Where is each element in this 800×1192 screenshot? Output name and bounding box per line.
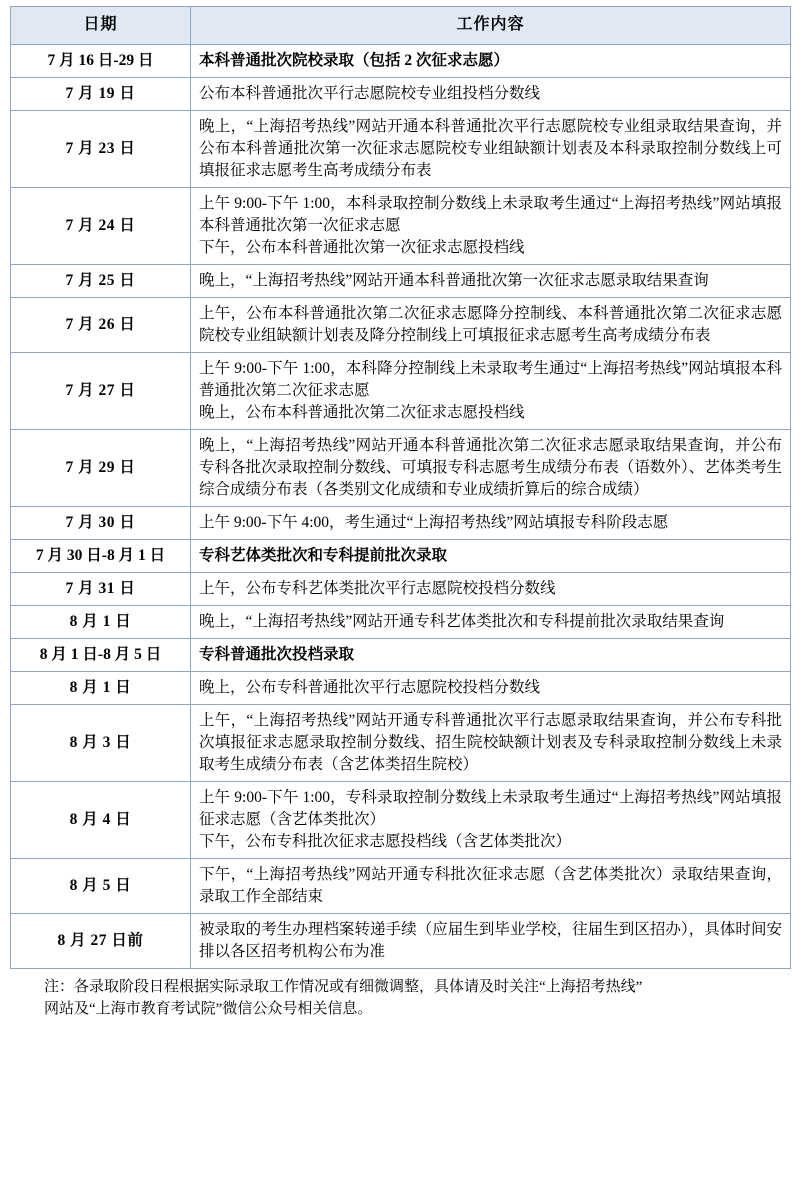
- table-row: [11, 671, 791, 704]
- row-content-line: 上午，公布专科艺体类批次平行志愿院校投档分数线: [199, 579, 556, 597]
- row-content: [191, 638, 791, 671]
- row-content-line: 上午 9:00-下午 1:00，专科录取控制分数线上未录取考生通过“上海招考热线”网站填报征求志愿（含艺体类批次）: [199, 788, 782, 828]
- row-content-line: 晚上，“上海招考热线”网站开通本科普通批次第二次征求志愿录取结果查询，并公布专科各批次录取控制分数线、可填报专科志愿考生成绩分布表（语数外）、艺体类考生综合成绩分布表（各类别文化成绩和专业成绩折算后的综合成绩）: [199, 436, 782, 498]
- table-row: [11, 77, 791, 110]
- row-content-line: 晚上，公布专科普通批次平行志愿院校投档分数线: [199, 678, 541, 696]
- row-date: 7 月 29 日: [11, 429, 191, 506]
- row-date: 8 月 5 日: [11, 858, 191, 913]
- row-content-line: 晚上，公布本科普通批次第二次征求志愿投档线: [199, 403, 525, 421]
- row-date: 8 月 3 日: [11, 704, 191, 781]
- row-content-line: 晚上，“上海招考热线”网站开通专科艺体类批次和专科提前批次录取结果查询: [199, 612, 725, 630]
- row-date: 7 月 19 日: [11, 77, 191, 110]
- table-row: [11, 506, 791, 539]
- row-date: 7 月 16 日-29 日: [11, 44, 191, 77]
- table-row: [11, 110, 791, 187]
- row-date: 7 月 23 日: [11, 110, 191, 187]
- table-row: [11, 638, 791, 671]
- row-content-line: 下午，“上海招考热线”网站开通专科批次征求志愿（含艺体类批次）录取结果查询，录取工作全部结束: [199, 865, 782, 905]
- row-content-line: 被录取的考生办理档案转递手续（应届生到毕业学校，往届生到区招办），具体时间安排以各区招考机构公布为准: [199, 920, 782, 960]
- table-row: [11, 429, 791, 506]
- table-row: [11, 352, 791, 429]
- exam-schedule-table: [10, 6, 791, 969]
- row-content: [191, 297, 791, 352]
- row-date: 7 月 24 日: [11, 187, 191, 264]
- column-header-content: 工作内容: [191, 7, 791, 45]
- row-content: [191, 506, 791, 539]
- table-row: [11, 297, 791, 352]
- table-row: [11, 187, 791, 264]
- row-content-line: 专科艺体类批次和专科提前批次录取: [199, 546, 448, 564]
- table-row: [11, 913, 791, 968]
- row-content: [191, 671, 791, 704]
- row-content-line: 上午 9:00-下午 4:00，考生通过“上海招考热线”网站填报专科阶段志愿: [199, 513, 669, 531]
- row-content: [191, 352, 791, 429]
- table-row: [11, 858, 791, 913]
- row-date: 8 月 27 日前: [11, 913, 191, 968]
- row-content-line: 上午，“上海招考热线”网站开通专科普通批次平行志愿录取结果查询，并公布专科批次填报征求志愿录取控制分数线、招生院校缺额计划表及专科录取控制分数线上未录取考生成绩分布表（含艺体类招生院校）: [199, 711, 782, 773]
- table-row: [11, 605, 791, 638]
- row-content-line: 专科普通批次投档录取: [199, 645, 355, 663]
- row-content: [191, 704, 791, 781]
- row-content-line: 公布本科普通批次平行志愿院校专业组投档分数线: [199, 84, 541, 102]
- table-header-row: [11, 7, 791, 45]
- row-content: [191, 429, 791, 506]
- row-content-line: 下午，公布本科普通批次第一次征求志愿投档线: [199, 238, 525, 256]
- row-content-line: 上午 9:00-下午 1:00，本科降分控制线上未录取考生通过“上海招考热线”网站填报本科普通批次第二次征求志愿: [199, 359, 782, 399]
- row-content: [191, 913, 791, 968]
- row-content: [191, 781, 791, 858]
- row-content-line: 晚上，“上海招考热线”网站开通本科普通批次平行志愿院校专业组录取结果查询，并公布本科普通批次第一次征求志愿院校专业组缺额计划表及本科录取控制分数线上可填报征求志愿考生高考成绩分布表: [199, 117, 782, 179]
- row-content: [191, 187, 791, 264]
- table-body: [11, 44, 791, 968]
- row-content: [191, 110, 791, 187]
- row-content: [191, 264, 791, 297]
- table-row: [11, 539, 791, 572]
- row-content: [191, 539, 791, 572]
- footnote-line-2: 网站及“上海市教育考试院”微信公众号相关信息。: [44, 1001, 373, 1018]
- row-content: [191, 77, 791, 110]
- table-row: [11, 264, 791, 297]
- row-content-line: 下午，公布专科批次征求志愿投档线（含艺体类批次）: [199, 832, 572, 850]
- row-date: 8 月 4 日: [11, 781, 191, 858]
- table-row: [11, 572, 791, 605]
- column-header-date: 日期: [11, 7, 191, 45]
- row-content: [191, 605, 791, 638]
- table-header: [11, 7, 791, 45]
- row-date: 7 月 27 日: [11, 352, 191, 429]
- row-date: 8 月 1 日: [11, 671, 191, 704]
- footnote: [10, 976, 790, 1021]
- row-content: [191, 572, 791, 605]
- row-content-line: 本科普通批次院校录取（包括 2 次征求志愿）: [199, 51, 510, 69]
- row-content-line: 上午，公布本科普通批次第二次征求志愿降分控制线、本科普通批次第二次征求志愿院校专业组缺额计划表及降分控制线上可填报征求志愿考生高考成绩分布表: [199, 304, 782, 344]
- row-date: 7 月 26 日: [11, 297, 191, 352]
- footnote-line-1: 注：各录取阶段日程根据实际录取工作情况或有细微调整，具体请及时关注“上海招考热线”: [44, 978, 643, 995]
- table-row: [11, 781, 791, 858]
- row-content: [191, 44, 791, 77]
- row-content-line: 上午 9:00-下午 1:00，本科录取控制分数线上未录取考生通过“上海招考热线”网站填报本科普通批次第一次征求志愿: [199, 194, 782, 234]
- table-row: [11, 704, 791, 781]
- row-date: 7 月 30 日: [11, 506, 191, 539]
- row-date: 7 月 30 日-8 月 1 日: [11, 539, 191, 572]
- row-date: 8 月 1 日: [11, 605, 191, 638]
- row-date: 8 月 1 日-8 月 5 日: [11, 638, 191, 671]
- row-content-line: 晚上，“上海招考热线”网站开通本科普通批次第一次征求志愿录取结果查询: [199, 271, 709, 289]
- row-content: [191, 858, 791, 913]
- table-row: [11, 44, 791, 77]
- row-date: 7 月 31 日: [11, 572, 191, 605]
- row-date: 7 月 25 日: [11, 264, 191, 297]
